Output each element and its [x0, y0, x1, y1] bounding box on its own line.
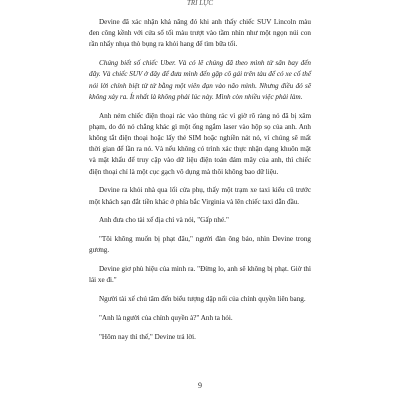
paragraph: "Hôm nay thì thế," Devine trả lời.: [99, 332, 196, 341]
paragraph: "Tôi không muốn bị phạt đâu," người đàn ông báo, nhìn Devine trong gương.: [89, 235, 311, 255]
body-text: [89, 17, 311, 343]
running-header: TRÍ LỰC: [186, 0, 214, 7]
paragraph: Devine ra khỏi nhà qua lối cửa phụ, thấy một trạm xe taxi kiểu cũ trước một khách sạn đắt tiền khác ở phía bắc Virginia và lên chiếc taxi dẫn đầu.: [89, 186, 311, 206]
paragraph: Anh ném chiếc điện thoại rác vào thùng rác vì giờ rõ ràng nó đã bị xâm phạm, do đó nó chẳng khác gì một ống ngắm laser vào hộp sọ của anh. Anh không tắt điện thoại hoặc lấy thẻ SIM hoặc nghiền nát nó, vì chúng sẽ mất thời gian để lần ra nó. Và nếu không có trình xác thực nhận dạng khuôn mặt và mật khẩu để truy cập vào dữ liệu điện toán đám mây của anh, thì chiếc điện thoại chỉ là một cục gạch vô dụng mà thôi không bao dữ liệu.: [89, 111, 311, 176]
paragraph: Người tài xế chú tâm đến biểu tượng dập nổi của chính quyền liên bang.: [99, 295, 306, 304]
paragraph: Devine đã xác nhận khả năng đó khi anh thấy chiếc SUV Lincoln màu đen công kềnh với cửa sổ tối màu trượt vào tầm nhìn như một ngọn núi con rần nhẩy nhụa thò bụng ra khỏi hang để tìm bữa tối.: [89, 18, 311, 49]
paragraph: Devine giơ phù hiệu của mình ra. "Đừng lo, anh sẽ không bị phạt. Giờ thì lái xe đi.": [89, 265, 311, 285]
paragraph-italic-thought: Chúng biết số chiếc Uber. Và có lẽ chúng đã theo mình từ sân bay đến đây. Và chiếc SUV ở đây để đưa mình đến gặp cô gái trên tàu để có xe cố thể nói lời chính biệt từ tử bằng một viên đạn vào não mình. Nhưng điều đó sẽ không xảy ra. Ít nhất là không phải lúc này. Mình còn nhiều việc phải làm.: [89, 59, 311, 101]
paragraph: Anh đưa cho tài xế địa chỉ và nói, "Gấp nhé.": [99, 216, 229, 225]
paragraph: "Anh là người của chính quyền à?" Anh ta hỏi.: [99, 314, 233, 323]
page-number: 9: [198, 381, 202, 390]
